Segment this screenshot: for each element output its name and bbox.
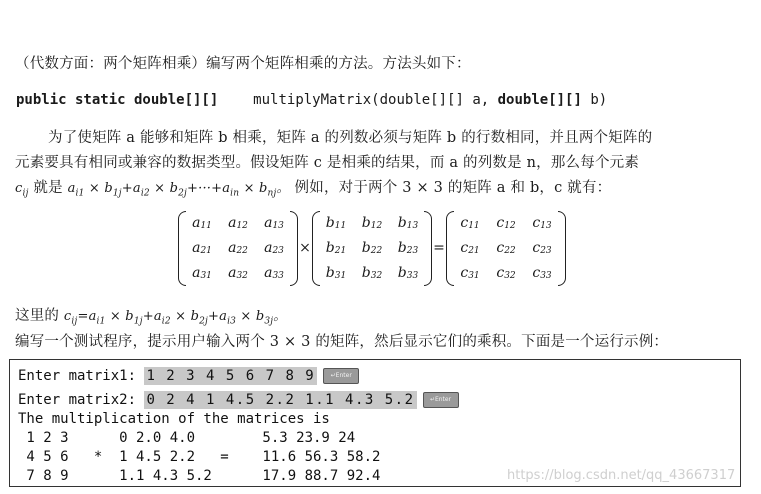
matrix-cell: b 23: [397, 240, 419, 256]
matrix-cell: c 11: [460, 215, 480, 231]
matrix-cell: a 22: [228, 240, 248, 256]
heading-prefix: （代数方面：两个矩阵相乘）: [15, 56, 207, 72]
prompt-matrix1: Enter matrix1:: [18, 368, 145, 384]
matrix-cell: a 11: [192, 215, 212, 231]
method-signature: [16, 92, 607, 108]
matrix-cell: b 13: [397, 215, 419, 231]
matrix-cell: c 32: [496, 265, 516, 281]
signature-tail: b): [590, 92, 608, 108]
matrix-equation: [178, 210, 566, 286]
matrix-cell: a 32: [228, 265, 248, 281]
prompt-matrix2: Enter matrix2:: [18, 392, 145, 408]
task-line: 编写一个测试程序，提示用户输入两个 3 × 3 的矩阵，然后显示它们的乘积。下面是一个运行示例：: [15, 334, 669, 350]
equals-operator: =: [433, 240, 445, 256]
matrix-cell: b 11: [325, 215, 347, 231]
matrix-cell: b 33: [397, 265, 419, 281]
matrix-cell: b 12: [361, 215, 383, 231]
signature-type2: double[][]: [497, 92, 582, 108]
formula-expansion: $a_{i1} \times b_{1j}+a_{i2} \times b_{2j}+\cdot\cdot\cdot+a_{in} \times b_{nj}$。: [67, 181, 290, 199]
matrix-cell: a 31: [192, 265, 212, 281]
matrix-b: [312, 211, 432, 286]
matrix-cell: b 22: [361, 240, 383, 256]
result-row: 4 5 6 * 1 4.5 2.2 = 11.6 56.3 58.2: [18, 449, 381, 465]
matrix-cell: c 22: [496, 240, 516, 256]
matrix-cell: a 12: [228, 215, 248, 231]
signature-rest: multiplyMatrix(double[][] a,: [253, 92, 490, 108]
times-operator: ×: [299, 240, 311, 256]
watermark: https://blog.csdn.net/qq_43667317: [507, 468, 736, 483]
matrix-cell: c 21: [460, 240, 480, 256]
input-matrix2: 0 2 4 1 4.5 2.2 1.1 4.3 5.2: [146, 392, 415, 408]
matrix-cell: c 23: [532, 240, 552, 256]
result-row: 1 2 3 0 2.0 4.0 5.3 23.9 24: [18, 430, 356, 446]
matrix-cell: b 32: [361, 265, 383, 281]
heading-text: 编写两个矩阵相乘的方法。方法头如下：: [206, 56, 471, 72]
problem-heading: [15, 52, 471, 73]
paragraph-line-3-suffix: 例如，对于两个 3 × 3 的矩阵 a 和 b，c 就有：: [294, 180, 612, 196]
matrix-cell: b 21: [325, 240, 347, 256]
here-prefix: 这里的: [15, 308, 60, 324]
paragraph-line-3: $c_{ij}$ 就是 $a_{i1} \times b_{1j}+a_{i2} \times b_{2j}+\cdot\cdot\cdot+a_{in} \times b_{nj}$。 例如，对于两个 3 × 3 的矩阵 a 和 b，c 就有：: [15, 180, 612, 199]
paragraph-line-2: 元素要具有相同或兼容的数据类型。假设矩阵 c 是相乘的结果，而 a 的列数是 n，那么每个元素: [15, 155, 640, 171]
matrix-cell: c 33: [532, 265, 552, 281]
matrix-cell: b 31: [325, 265, 347, 281]
paragraph-line-1: 为了使矩阵 a 能够和矩阵 b 相乘，矩阵 a 的列数必须与矩阵 b 的行数相同，并且两个矩阵的: [48, 130, 653, 146]
console-line-2: [18, 392, 459, 408]
matrix-cell: c 31: [460, 265, 480, 281]
formula-definition: $c_{ij}=a_{i1} \times b_{1j}+a_{i2} \times b_{2j}+a_{i3} \times b_{3j}$。: [63, 309, 287, 327]
matrix-cell: a 33: [264, 265, 284, 281]
signature-keywords: public static double[][]: [16, 92, 219, 108]
input-matrix1: 1 2 3 4 5 6 7 8 9: [146, 368, 316, 384]
matrix-cell: c 12: [496, 215, 516, 231]
definition-line: [15, 304, 286, 327]
result-row: 7 8 9 1.1 4.3 5.2 17.9 88.7 92.4: [18, 468, 381, 484]
matrix-cell: a 23: [264, 240, 284, 256]
matrix-a: [178, 211, 298, 286]
result-header: The multiplication of the matrices is: [18, 411, 330, 427]
matrix-cell: c 13: [532, 215, 552, 231]
matrix-c: [446, 211, 566, 286]
enter-key-icon: ↵Enter: [323, 368, 359, 384]
enter-key-icon: ↵Enter: [423, 392, 459, 408]
console-line-1: [18, 368, 359, 384]
formula-cij: $c_{ij}$: [15, 181, 29, 199]
matrix-cell: a 13: [264, 215, 284, 231]
matrix-cell: a 21: [192, 240, 212, 256]
